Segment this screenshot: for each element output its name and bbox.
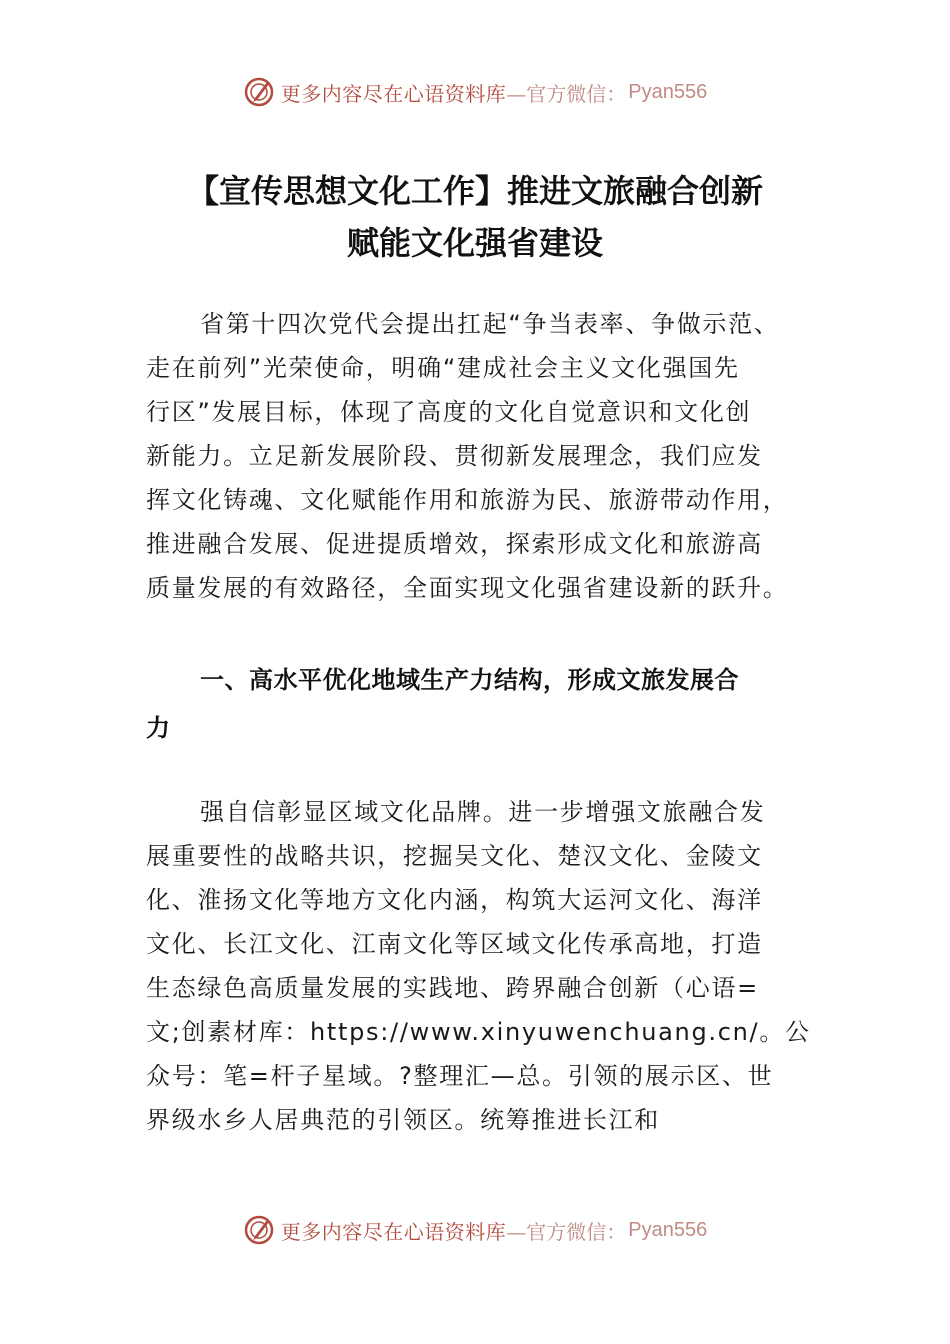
- banner-wechat-label: —官方微信：: [506, 1219, 627, 1244]
- text-line: 行区”发展目标，体现了高度的文化自觉意识和文化创: [146, 398, 752, 426]
- heading-line: 力: [146, 714, 171, 742]
- document-title-line-2: 赋能文化强省建设: [346, 224, 603, 262]
- banner-wechat-id: Pyan556: [628, 1218, 708, 1241]
- text-line: 推进融合发展、促进提质增效，探索形成文化和旅游高: [146, 530, 763, 558]
- text-line: 展重要性的战略共识，挖掘吴文化、楚汉文化、金陵文: [146, 842, 763, 870]
- heading-line: 一、高水平优化地域生产力结构，形成文旅发展合: [200, 666, 739, 694]
- text-line: 文;创素材库：https://www.xinyuwenchuang.cn/。公: [146, 1018, 811, 1046]
- text-line: 新能力。立足新发展阶段、贯彻新发展理念，我们应发: [146, 442, 763, 470]
- text-line: 强自信彰显区域文化品牌。进一步增强文旅融合发: [200, 798, 766, 826]
- section-heading: [146, 656, 826, 752]
- text-line: 挥文化铸魂、文化赋能作用和旅游为民、旅游带动作用，: [146, 486, 789, 514]
- text-line: 界级水乡人居典范的引领区。统筹推进长江和: [146, 1106, 660, 1134]
- banner-wechat-id: Pyan556: [628, 80, 708, 103]
- text-line: 质量发展的有效路径，全面实现文化强省建设新的跃升。: [146, 574, 789, 602]
- text-line: 众号：笔=杆子星域。?整理汇—总。引领的展示区、世: [146, 1062, 774, 1090]
- footer-banner: [0, 1210, 950, 1250]
- text-line: 省第十四次党代会提出扛起“争当表率、争做示范、: [200, 310, 780, 338]
- banner-site-text: 更多内容尽在心语资料库: [280, 1219, 507, 1244]
- banner-site-text: 更多内容尽在心语资料库: [280, 81, 507, 106]
- text-line: 生态绿色高质量发展的实践地、跨界融合创新（心语=: [146, 974, 759, 1002]
- header-banner: [0, 72, 950, 112]
- text-line: 走在前列”光荣使命，明确“建成社会主义文化强国先: [146, 354, 740, 382]
- pen-logo-icon: [243, 76, 275, 108]
- banner-wechat-label: —官方微信：: [506, 81, 627, 106]
- paragraph-body: [146, 790, 826, 1142]
- text-line: 化、淮扬文化等地方文化内涵，构筑大运河文化、海洋: [146, 886, 763, 914]
- text-line: 文化、长江文化、江南文化等区域文化传承高地，打造: [146, 930, 763, 958]
- pen-logo-icon: [243, 1214, 275, 1246]
- document-title-line-1: 【宣传思想文化工作】推进文旅融合创新: [186, 172, 763, 210]
- paragraph-intro: [146, 302, 826, 610]
